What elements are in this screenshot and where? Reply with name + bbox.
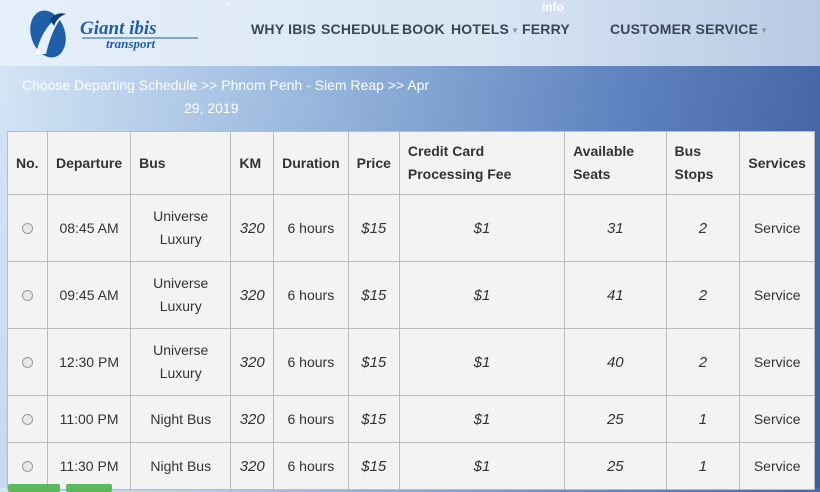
cell-stops: 2 (666, 262, 740, 329)
table-header-row (8, 132, 815, 195)
cell-duration: 6 hours (274, 396, 349, 443)
bus-name-line1: Universe (153, 342, 209, 358)
cell-service[interactable]: Service (740, 262, 815, 329)
cell-price: $15 (348, 195, 399, 262)
cell-price: $15 (348, 396, 399, 443)
cell-fee: $1 (399, 195, 564, 262)
cell-departure: 09:45 AM (47, 262, 130, 329)
cell-select (8, 329, 48, 396)
cell-km: 320 (231, 443, 274, 490)
col-header-services: Services (740, 132, 815, 195)
site-header (0, 0, 820, 66)
cell-departure: 08:45 AM (47, 195, 130, 262)
col-header-seats: Available Seats (565, 132, 666, 195)
col-header-price: Price (348, 132, 399, 195)
cell-departure: 11:30 PM (47, 443, 130, 490)
nav-schedule[interactable]: SCHEDULE (321, 21, 400, 37)
row-select-radio[interactable] (22, 223, 33, 234)
cell-departure: 11:00 PM (47, 396, 130, 443)
cell-seats: 41 (565, 262, 666, 329)
table-row (8, 443, 815, 490)
col-header-fee: Credit Card Processing Fee (399, 132, 564, 195)
table-row (8, 329, 815, 396)
cell-km: 320 (231, 396, 274, 443)
cell-service[interactable]: Service (740, 329, 815, 396)
cell-bus: Night Bus (131, 443, 231, 490)
bus-name-line2: Luxury (159, 231, 202, 247)
col-header-stops: Bus Stops (666, 132, 740, 195)
breadcrumb (22, 74, 442, 120)
giant-ibis-logo[interactable] (26, 4, 206, 62)
cell-service[interactable]: Service (740, 443, 815, 490)
cell-fee: $1 (399, 396, 564, 443)
col-header-no: No. (8, 132, 48, 195)
bus-name-line1: Universe (153, 275, 209, 291)
row-select-radio[interactable] (22, 461, 33, 472)
col-header-duration: Duration (274, 132, 349, 195)
cell-km: 320 (231, 195, 274, 262)
cell-seats: 40 (565, 329, 666, 396)
nav-hotels[interactable] (451, 21, 519, 37)
cell-fee: $1 (399, 262, 564, 329)
cell-price: $15 (348, 443, 399, 490)
bus-name-line2: Luxury (159, 298, 202, 314)
cell-stops: 1 (666, 443, 740, 490)
nav-why-ibis[interactable]: WHY IBIS (251, 21, 317, 37)
cell-bus (131, 262, 231, 329)
schedule-table (7, 131, 815, 490)
cell-duration: 6 hours (274, 443, 349, 490)
cell-duration: 6 hours (274, 329, 349, 396)
breadcrumb-line2: 29, 2019 (184, 100, 239, 116)
bus-name-line1: Universe (153, 208, 209, 224)
nav-hotels-label: HOTELS (451, 21, 509, 37)
bottom-button-right[interactable] (66, 484, 112, 492)
cell-bus (131, 329, 231, 396)
nav-book[interactable]: BOOK (402, 21, 445, 37)
cell-stops: 1 (666, 396, 740, 443)
cell-price: $15 (348, 329, 399, 396)
info-label[interactable]: Info (542, 0, 564, 14)
table-row (8, 262, 815, 329)
nav-customer-service[interactable] (610, 21, 768, 37)
cell-service[interactable]: Service (740, 396, 815, 443)
cell-service[interactable]: Service (740, 195, 815, 262)
cell-fee: $1 (399, 443, 564, 490)
bottom-button-left[interactable] (8, 484, 60, 492)
cell-price: $15 (348, 262, 399, 329)
caret-down-icon: ▼ (510, 25, 520, 35)
col-header-km: KM (231, 132, 274, 195)
logo-text-line1: Giant ibis (80, 18, 157, 39)
cell-select (8, 396, 48, 443)
cell-stops: 2 (666, 329, 740, 396)
logo-text-line2: transport (106, 36, 156, 51)
col-header-departure: Departure (47, 132, 130, 195)
cell-seats: 25 (565, 443, 666, 490)
caret-down-icon: ▼ (760, 25, 769, 35)
nav-ferry[interactable]: FERRY (522, 21, 570, 37)
nav-customer-service-label: CUSTOMER SERVICE (610, 21, 759, 37)
cell-stops: 2 (666, 195, 740, 262)
row-select-radio[interactable] (22, 290, 33, 301)
cell-km: 320 (231, 329, 274, 396)
cell-select (8, 443, 48, 490)
cell-select (8, 262, 48, 329)
cell-duration: 6 hours (274, 262, 349, 329)
cell-departure: 12:30 PM (47, 329, 130, 396)
chevron-up-icon: ˄ (225, 0, 231, 11)
col-header-bus: Bus (131, 132, 231, 195)
row-select-radio[interactable] (22, 357, 33, 368)
cell-km: 320 (231, 262, 274, 329)
cell-bus: Night Bus (131, 396, 231, 443)
cell-select (8, 195, 48, 262)
row-select-radio[interactable] (22, 414, 33, 425)
cell-seats: 25 (565, 396, 666, 443)
cell-duration: 6 hours (274, 195, 349, 262)
cell-fee: $1 (399, 329, 564, 396)
cell-seats: 31 (565, 195, 666, 262)
breadcrumb-line1: Choose Departing Schedule >> Phnom Penh - Siem Reap >> Apr (22, 77, 430, 93)
bus-name-line2: Luxury (159, 365, 202, 381)
table-row (8, 195, 815, 262)
table-row (8, 396, 815, 443)
cell-bus (131, 195, 231, 262)
